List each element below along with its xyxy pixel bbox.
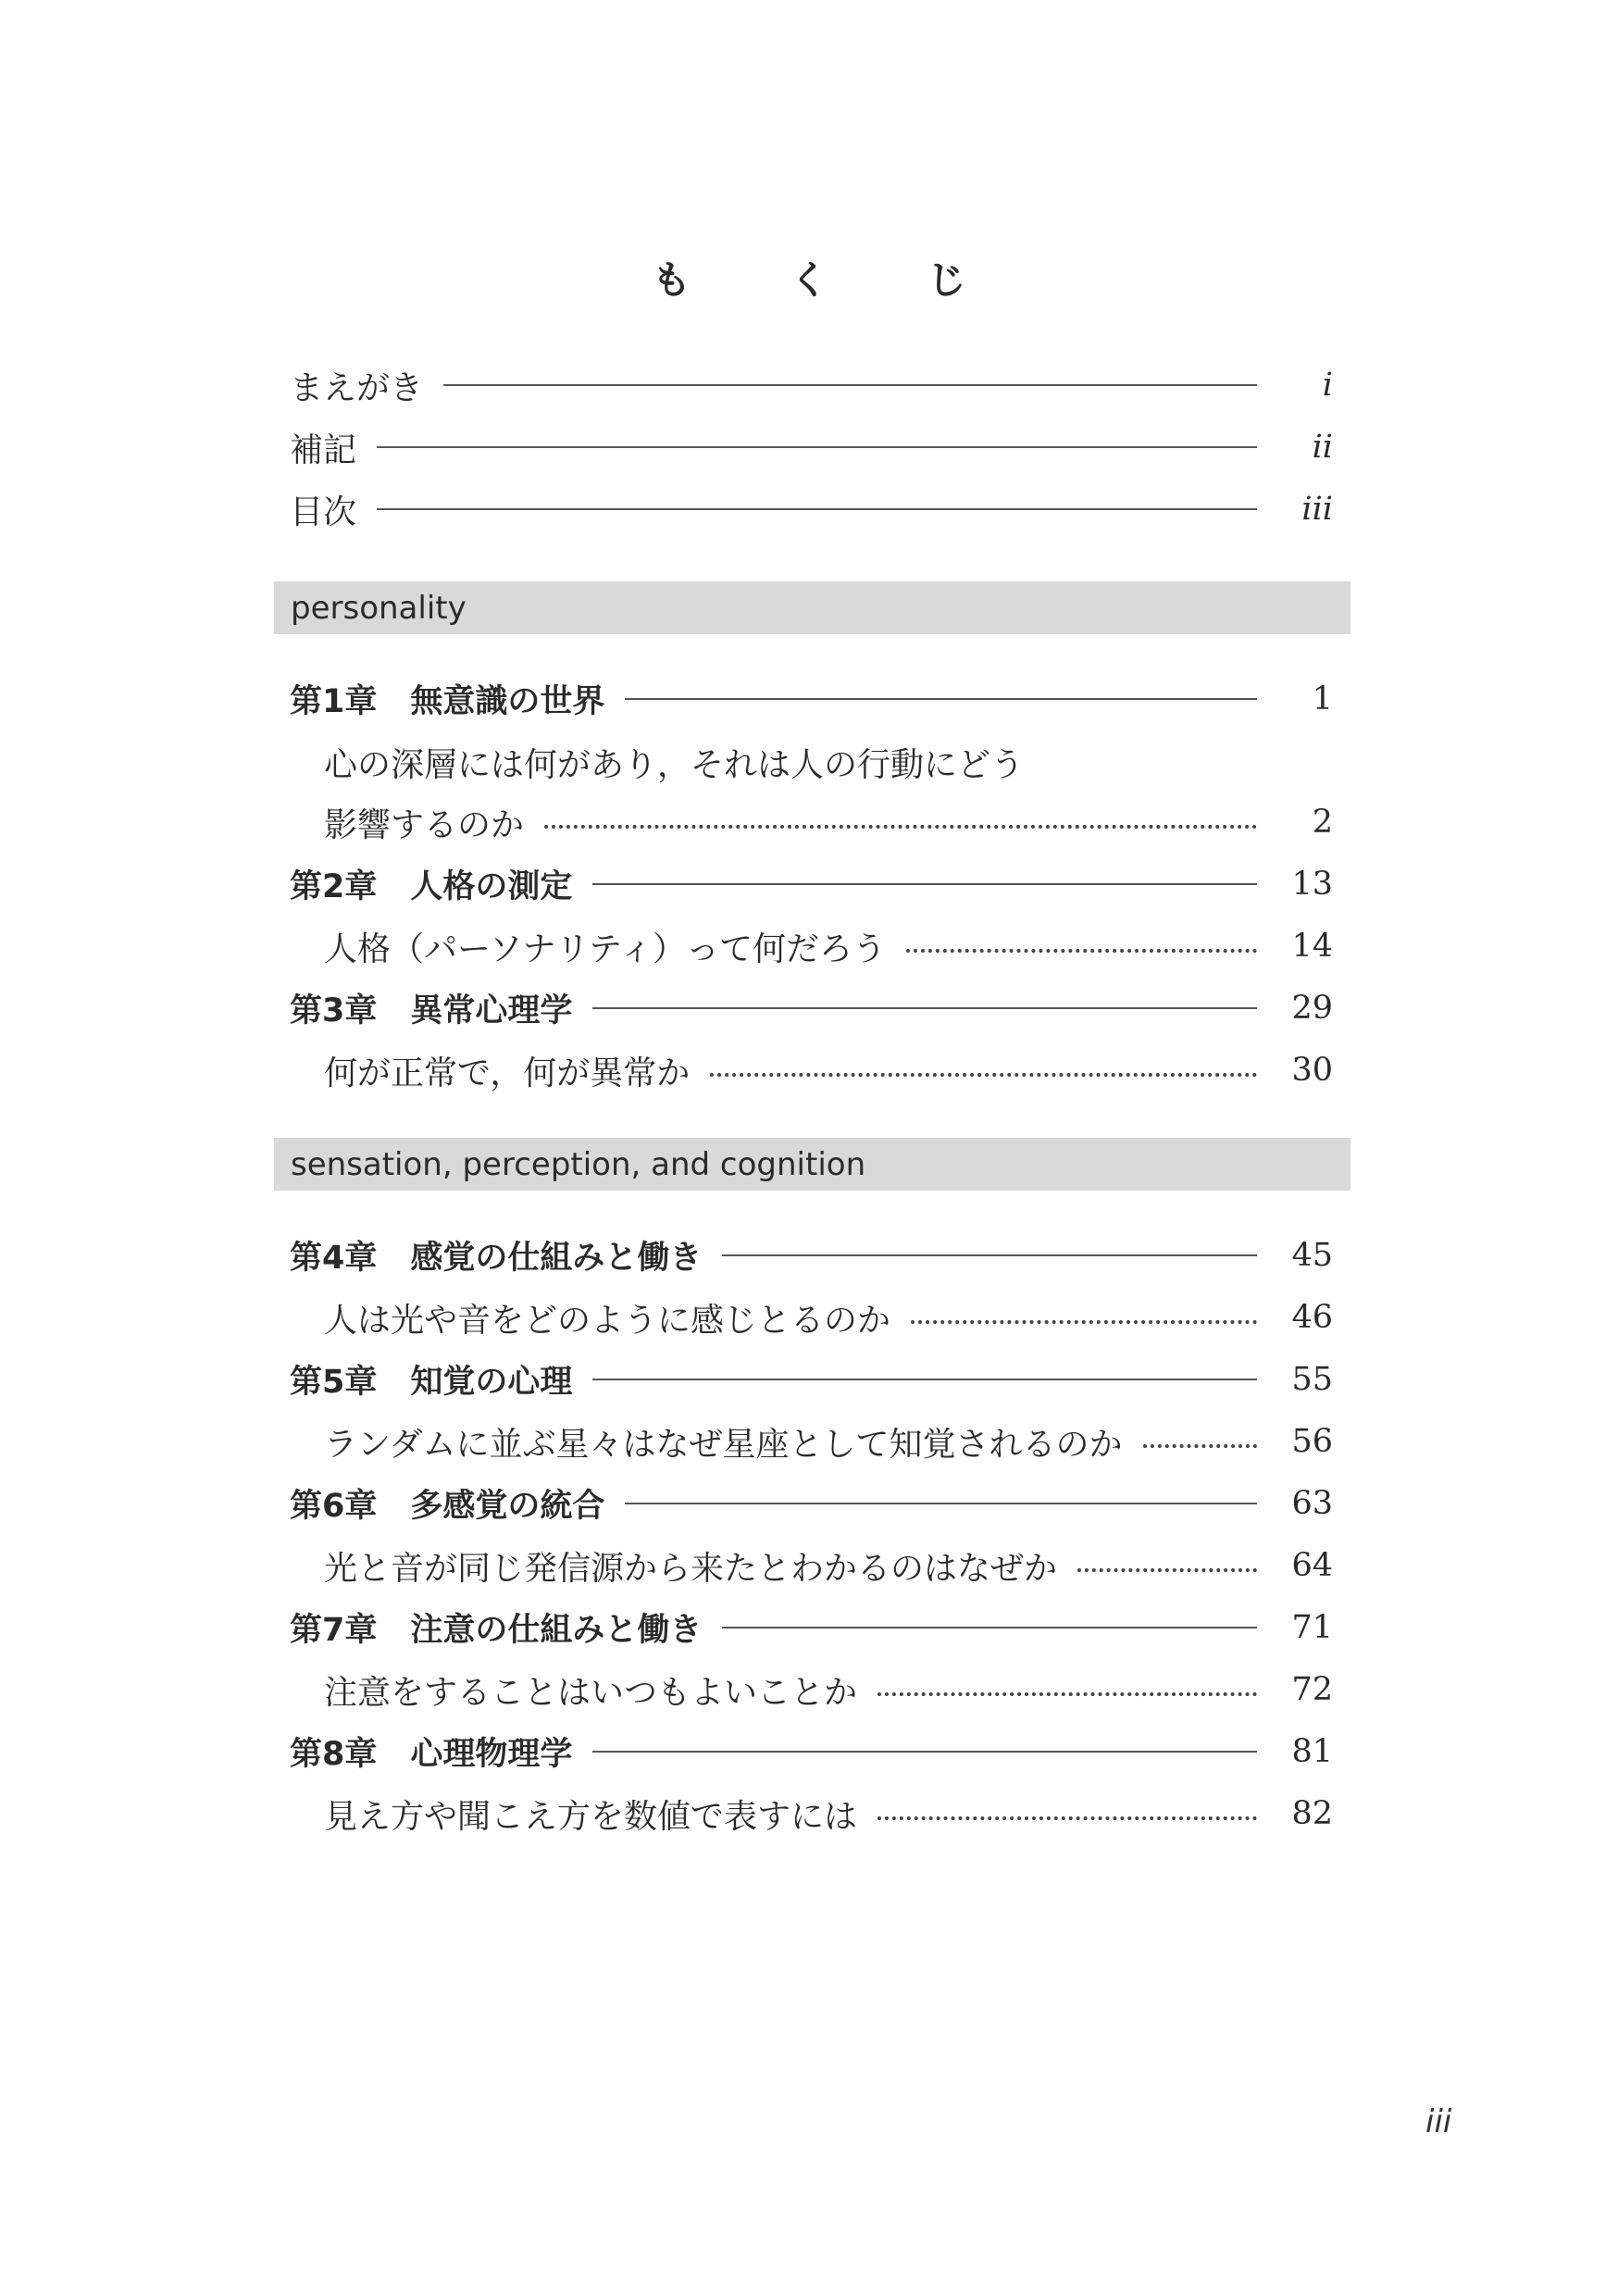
- toc-chapter-7[interactable]: [290, 1602, 1333, 1653]
- page-number: i: [1322, 367, 1333, 404]
- chapter-subtitle: 光と音が同じ発信源から来たとわかるのはなぜか: [324, 1549, 1058, 1588]
- chapter-title: 人格の測定: [410, 868, 573, 905]
- leader-dots: [877, 1816, 1257, 1820]
- toc-chapter-2[interactable]: [290, 858, 1333, 910]
- page-number: 63: [1291, 1485, 1333, 1522]
- toc-title: も く じ: [652, 257, 1009, 303]
- leader-line: [592, 1379, 1257, 1380]
- page-number: 71: [1291, 1609, 1333, 1646]
- page-number: iii: [1301, 491, 1333, 528]
- page-number: 13: [1291, 866, 1333, 903]
- chapter-number: 第2章: [290, 868, 378, 905]
- chapter-title: 知覚の心理: [410, 1364, 573, 1401]
- toc-subtitle-6[interactable]: [324, 1540, 1333, 1591]
- chapter-subtitle-line: 心の深層には何があり，それは人の行動にどう: [324, 746, 1025, 784]
- leader-line: [592, 1007, 1257, 1009]
- leader-dots: [911, 1320, 1257, 1324]
- toc-subtitle-7[interactable]: [324, 1664, 1333, 1716]
- chapter-subtitle: 人格（パーソナリティ）って何だろう: [324, 930, 886, 968]
- leader-dots: [1077, 1568, 1257, 1572]
- toc-subtitle-5[interactable]: [324, 1416, 1333, 1467]
- page-number: 72: [1291, 1671, 1333, 1708]
- toc-chapter-6[interactable]: [290, 1478, 1333, 1529]
- page-number: 30: [1291, 1052, 1333, 1089]
- page-number: 55: [1291, 1361, 1333, 1398]
- chapter-number: 第3章: [290, 992, 378, 1029]
- chapter-number: 第1章: [290, 683, 378, 720]
- toc-subtitle-2[interactable]: [324, 920, 1333, 972]
- page-number: 56: [1291, 1423, 1333, 1460]
- chapter-title: 心理物理学: [410, 1736, 573, 1773]
- toc-chapter-3[interactable]: [290, 982, 1333, 1034]
- page-number: 46: [1291, 1299, 1333, 1336]
- leader-line: [592, 1751, 1257, 1753]
- toc-chapter-1[interactable]: [290, 673, 1333, 725]
- toc-subtitle-8[interactable]: [324, 1788, 1333, 1840]
- toc-entry-contents[interactable]: [290, 483, 1333, 535]
- leader-line: [722, 1254, 1257, 1256]
- chapter-subtitle: 人は光や音をどのように感じとるのか: [324, 1301, 891, 1340]
- page-number: ii: [1312, 429, 1333, 466]
- leader-dots: [544, 825, 1257, 829]
- leader-dots: [877, 1692, 1257, 1696]
- toc-chapter-4[interactable]: [290, 1229, 1333, 1281]
- leader-dots: [906, 949, 1257, 953]
- toc-subtitle-1[interactable]: [324, 796, 1333, 848]
- page-number: 64: [1291, 1547, 1333, 1584]
- chapter-number: 第8章: [290, 1736, 378, 1773]
- chapter-subtitle: 見え方や聞こえ方を数値で表すには: [324, 1797, 858, 1836]
- page-number: 29: [1291, 990, 1333, 1027]
- leader-line: [377, 508, 1257, 510]
- chapter-title: 多感覚の統合: [410, 1488, 605, 1525]
- chapter-subtitle: 注意をすることはいつもよいことか: [324, 1673, 858, 1712]
- toc-chapter-5[interactable]: [290, 1354, 1333, 1405]
- page-number: 14: [1291, 928, 1333, 965]
- entry-label: まえがき: [290, 368, 424, 407]
- page-number: 1: [1312, 680, 1333, 718]
- toc-subtitle-4[interactable]: [324, 1292, 1333, 1343]
- entry-label: 補記: [290, 430, 357, 469]
- chapter-number: 第5章: [290, 1364, 378, 1401]
- leader-line: [377, 446, 1257, 448]
- chapter-number: 第7章: [290, 1612, 378, 1649]
- chapter-subtitle: ランダムに並ぶ星々はなぜ星座として知覚されるのか: [324, 1425, 1123, 1464]
- chapter-subtitle: 何が正常で，何が異常か: [324, 1054, 691, 1092]
- leader-line: [443, 384, 1257, 386]
- page-number: 45: [1291, 1237, 1333, 1274]
- leader-line: [592, 883, 1257, 885]
- leader-line: [625, 1503, 1257, 1504]
- toc-entry-notes[interactable]: [290, 421, 1333, 473]
- leader-dots: [1143, 1444, 1257, 1448]
- leader-dots: [710, 1073, 1257, 1077]
- chapter-number: 第6章: [290, 1488, 378, 1525]
- page-number: 81: [1291, 1733, 1333, 1770]
- page-folio: iii: [1425, 2103, 1452, 2140]
- chapter-title: 異常心理学: [410, 992, 573, 1029]
- chapter-title: 注意の仕組みと働き: [410, 1612, 703, 1649]
- toc-subtitle-3[interactable]: [324, 1044, 1333, 1096]
- entry-label: 目次: [290, 493, 357, 531]
- leader-line: [625, 698, 1257, 700]
- chapter-number: 第4章: [290, 1240, 378, 1277]
- chapter-title: 感覚の仕組みと働き: [410, 1240, 703, 1277]
- section-heading-personality: personality: [274, 581, 1350, 634]
- page-number: 2: [1312, 804, 1333, 841]
- page-number: 82: [1291, 1795, 1333, 1832]
- section-heading-sensation: sensation, perception, and cognition: [274, 1138, 1350, 1191]
- leader-line: [722, 1627, 1257, 1628]
- chapter-title: 無意識の世界: [410, 683, 605, 720]
- chapter-subtitle: 影響するのか: [324, 805, 525, 844]
- toc-chapter-8[interactable]: [290, 1726, 1333, 1778]
- toc-entry-preface[interactable]: [290, 359, 1333, 411]
